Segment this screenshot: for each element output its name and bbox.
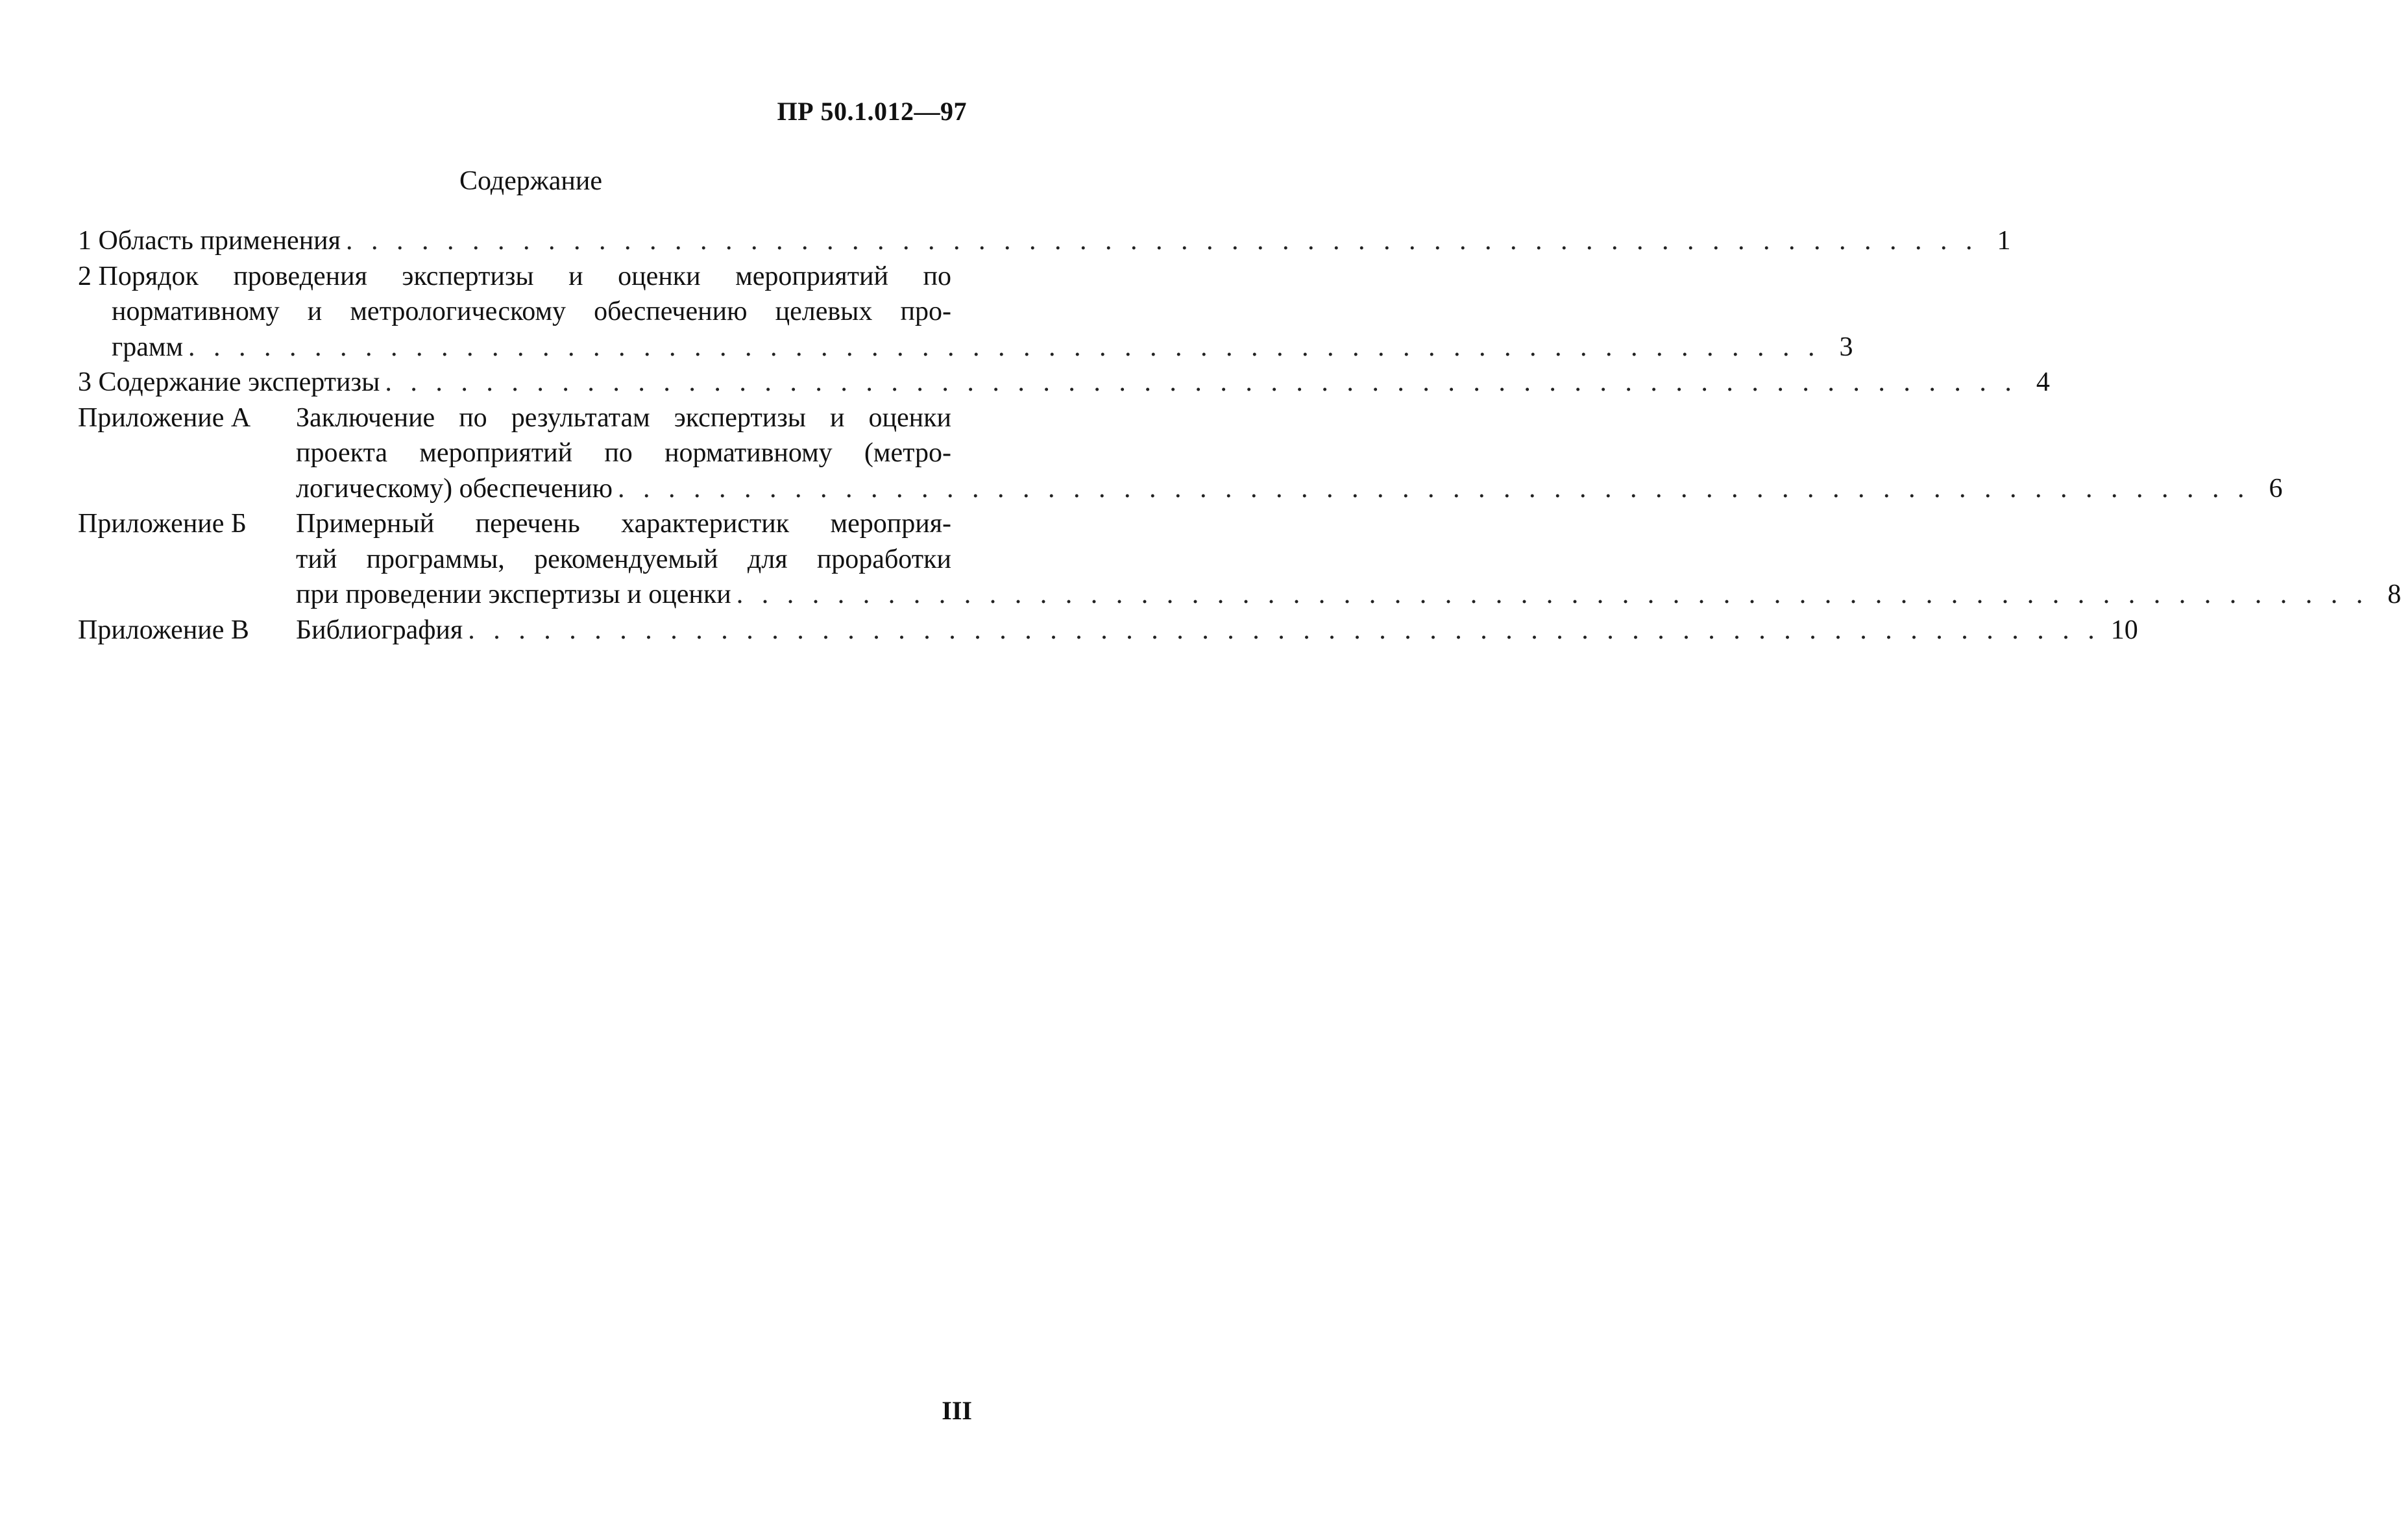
toc-entry-title-line: грамм [112,332,184,362]
page-folio: III [942,1396,972,1425]
toc-entry-page: 8 [2387,580,2401,609]
dot-leader: . . . . . . . . . . . . . . . . . . . . . . . . . . . . . . . . . . . . . . . . . . . . . . . . . . . . . . . . . . . . . . . . . [736,580,2369,609]
toc-entry-title: Область применения [98,226,341,256]
dot-leader: . . . . . . . . . . . . . . . . . . . . . . . . . . . . . . . . . . . . . . . . . . . . . . . . . . . . . . . . . . . . . . . . . [617,473,2250,504]
table-of-contents [78,223,2401,648]
dot-leader: . . . . . . . . . . . . . . . . . . . . . . . . . . . . . . . . . . . . . . . . . . . . . . . . . . . . . . . . . . . . . . . . . [345,226,1979,256]
toc-entry-number: 3 [78,367,91,397]
dot-leader: . . . . . . . . . . . . . . . . . . . . . . . . . . . . . . . . . . . . . . . . . . . . . . . . . . . . . . . . . . . . . . . . . [468,615,2101,645]
toc-entry-page: 1 [1997,226,2011,256]
toc-entry-page: 4 [2036,367,2050,397]
toc-entry-title-line: нормативному и метрологическому обеспечению целевых про- [112,297,951,326]
toc-entry-title-line: Примерный перечень характеристик мероприя- [296,509,951,539]
toc-title: Содержание [459,166,603,196]
appendix-label: Приложение Б [78,509,247,539]
dot-leader: . . . . . . . . . . . . . . . . . . . . . . . . . . . . . . . . . . . . . . . . . . . . . . . . . . . . . . . . . . . . . . . . . [385,367,2017,397]
toc-entry-2[interactable] [78,259,1853,365]
toc-entry-appendix-v[interactable] [78,613,2138,648]
toc-entry-page: 6 [2269,473,2283,504]
toc-entry-1[interactable] [78,223,2011,259]
toc-entry-title-line: при проведении экспертизы и оценки [296,580,731,609]
toc-entry-title-line: Заключение по результатам экспертизы и оценки [296,402,951,433]
toc-entry-title-line: Порядок проведения экспертизы и оценки мероприятий по [98,261,951,291]
toc-entry-title: Содержание экспертизы [98,367,380,397]
toc-entry-3[interactable] [78,365,2050,400]
dot-leader: . . . . . . . . . . . . . . . . . . . . . . . . . . . . . . . . . . . . . . . . . . . . . . . . . . . . . . . . . . . . . . . . . [188,332,1821,362]
toc-entry-title-line: тий программы, рекомендуемый для проработки [296,544,951,574]
toc-entry-appendix-b[interactable] [78,506,2401,613]
toc-entry-page: 10 [2110,615,2138,645]
toc-entry-number: 2 [78,261,91,291]
document-code: ПР 50.1.012—97 [777,97,967,126]
toc-entry-page: 3 [1839,332,1853,362]
toc-entry-title-line: проекта мероприятий по нормативному (метро- [296,438,951,468]
toc-entry-title: Библиография [296,615,463,645]
appendix-label: Приложение В [78,615,249,645]
toc-entry-appendix-a[interactable] [78,400,2283,507]
toc-entry-title-line: логическому) обеспечению [296,473,613,504]
toc-entry-number: 1 [78,226,91,256]
appendix-label: Приложение А [78,402,251,433]
